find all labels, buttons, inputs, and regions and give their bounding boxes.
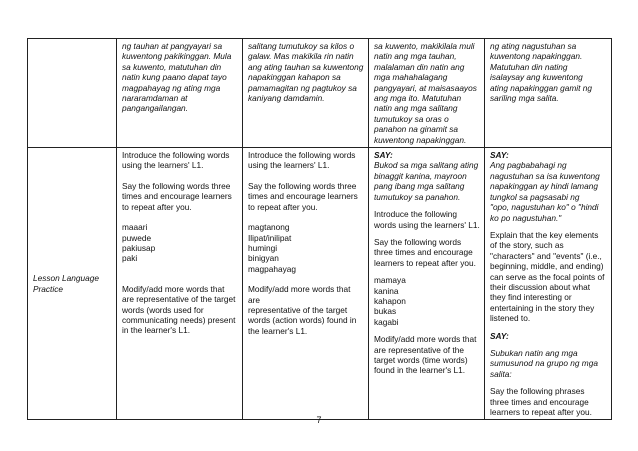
table-cell xyxy=(243,148,369,420)
table-cell xyxy=(369,148,485,420)
table-cell xyxy=(117,39,243,148)
cell-text: sa kuwento, makikilala muli natin ang mga tauhan, malalaman din natin ang mga mahahalagang pangyayari, at maisasaayos ang mga ito. Matutuhan natin ang mga salitang tumutukoy sa oras o panahon na ginamit sa kuwentong napakinggan. xyxy=(374,41,477,145)
table-cell xyxy=(117,148,243,420)
cell-text: ng ating nagustuhan sa kuwentong napakinggan. Matutuhan din nating isalaysay ang kuwentong ating napakinggan gamit ng sariling mga salita. xyxy=(490,41,592,104)
table-cell xyxy=(485,148,612,420)
say-text: Subukan natin ang mga sumusunod na grupo ng mga salita: xyxy=(490,347,598,379)
cell-text: ng tauhan at pangyayari sa kuwentong pakikinggan. Mula sa kuwento, matutuhan din natin kung paano dapat tayo magpahayag ng ating mga nararamdaman at pangangailangan. xyxy=(122,41,232,114)
say-label: SAY: xyxy=(490,150,509,161)
modify-text: Modify/add more words that are representative of the target words (words used for communicating needs) present in the learner's L1. xyxy=(122,283,236,336)
say-label: SAY: xyxy=(490,330,509,341)
say-label: SAY: xyxy=(374,150,393,161)
phrases-text: Say the following phrases three times and encourage learners to repeat after you. xyxy=(490,386,592,417)
cell-text: salitang tumutukoy sa kilos o galaw. Mas makikila rin natin ang ating tauhan sa kuwentong napakinggan kahapon sa pamamagitan ng pagtukoy sa kaniyang damdamin. xyxy=(248,41,364,104)
table-row xyxy=(28,39,612,148)
table-cell xyxy=(369,39,485,148)
say-text: Ang pagbabahagi ng nagustuhan sa isa kuwentong napakinggan ay hindi lamang tungkol sa pagsasabi ng "opo, nagustuhan ko" o "hindi ko po nagustuhan." xyxy=(490,160,600,223)
page-number: 7 xyxy=(316,415,322,425)
instruction-text: Say the following words three times and encourage learners to repeat after you. xyxy=(248,180,358,212)
table-cell xyxy=(485,39,612,148)
lesson-plan-table xyxy=(27,38,612,420)
say-text: Bukod sa mga salitang ating binaggit kanina, mayroon pang ibang mga salitang tumutukoy sa panahon. xyxy=(374,160,479,202)
instruction-text: Say the following words three times and encourage learners to repeat after you. xyxy=(122,180,232,212)
row-label-cell xyxy=(28,148,117,420)
table-row xyxy=(28,148,612,420)
explain-text: Explain that the key elements of the story, such as "characters" and "events" (i.e., beginning, middle, and ending) can serve as the focal points of their discussion about what they find interesting or entertaining in the story they listened to. xyxy=(490,229,605,324)
intro-text: Introduce the following words using the learners' L1. xyxy=(374,209,480,230)
word-list: magtanong Ilipat/inilipat humingi binigyan magpahayag xyxy=(248,222,296,274)
table-cell xyxy=(243,39,369,148)
modify-text: Modify/add more words that are representative of the target words (time words) found in the learner's L1. xyxy=(374,334,477,376)
table-cell xyxy=(28,39,117,148)
intro-text: Introduce the following words using the learners' L1. xyxy=(248,150,356,171)
word-list: maaari puwede pakiusap paki xyxy=(122,222,156,264)
word-list: mamaya kanina kahapon bukas kagabi xyxy=(374,275,406,327)
intro-text: Introduce the following words using the learners' L1. xyxy=(122,150,230,171)
modify-text: Modify/add more words that are representative of the target words (action words) found in the learner's L1. xyxy=(248,284,357,336)
instruction-text: Say the following words three times and encourage learners to repeat after you. xyxy=(374,236,476,268)
row-label: Lesson Language Practice xyxy=(33,273,99,294)
